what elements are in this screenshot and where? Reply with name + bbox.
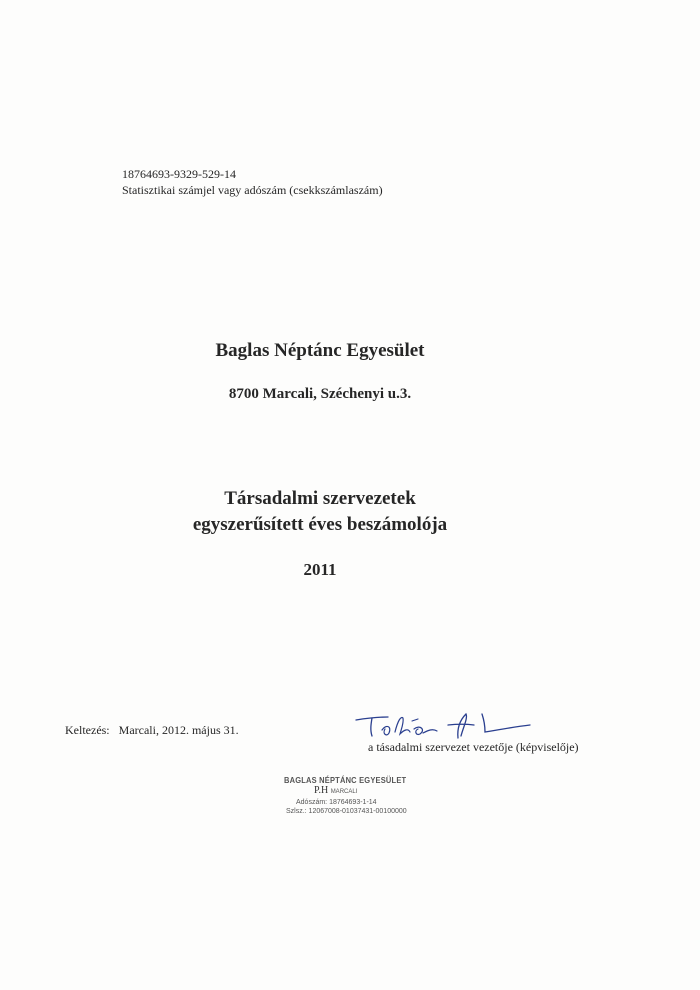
tax-id-caption: Statisztikai számjel vagy adószám (csekkszámlaszám) (122, 183, 383, 197)
organization-address: 8700 Marcali, Széchenyi u.3. (228, 386, 412, 402)
stamp-tax-number: Adószám: 18764693-1-14 (296, 799, 377, 806)
tax-id-block (122, 166, 383, 198)
date-line (65, 723, 239, 738)
handwritten-signature (348, 710, 548, 742)
organization-stamp (284, 776, 407, 816)
stamp-title: BAGLAS NÉPTÁNC EGYESÜLET (284, 775, 407, 786)
report-title (0, 486, 640, 538)
stamp-city: MARCALI (330, 789, 358, 795)
report-title-line1: Társadalmi szervezetek (224, 488, 416, 509)
date-label: Keltezés: (65, 723, 110, 737)
stamp-ph-line (284, 785, 407, 798)
organization-name: Baglas Néptánc Egyesület (215, 340, 425, 361)
stamp-ph: P.H (314, 785, 329, 796)
report-year: 2011 (303, 560, 337, 579)
stamp-bank-account: Szlsz.: 12067008-01037431-00100000 (286, 808, 407, 815)
signer-role: a tásadalmi szervezet vezetője (képviselője) (368, 740, 579, 754)
report-title-line2: egyszerűsített éves beszámolója (192, 514, 448, 535)
date-value: Marcali, 2012. május 31. (118, 723, 239, 737)
tax-id-number: 18764693-9329-529-14 (122, 167, 236, 181)
